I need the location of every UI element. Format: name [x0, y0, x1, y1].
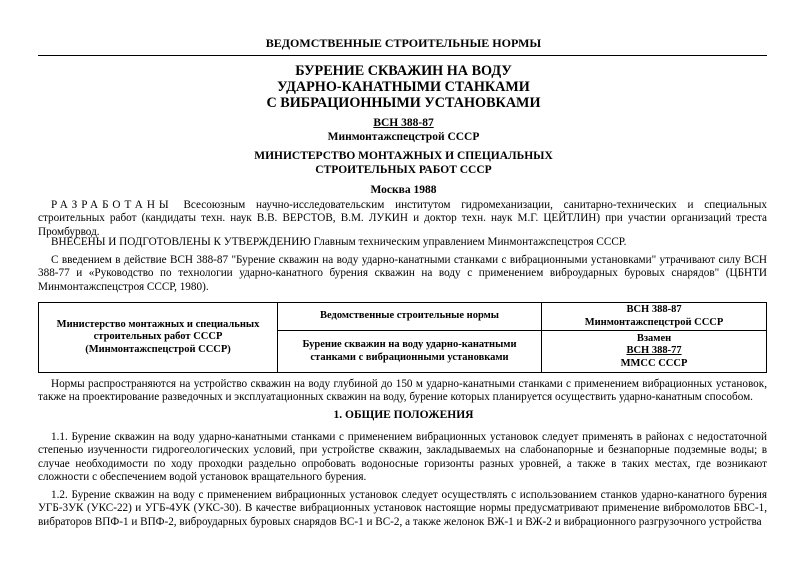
info-replaces-issuer: ММСС СССР	[620, 357, 688, 369]
scope-paragraph: Нормы распространяются на устройство скважин на воду глубиной до 150 м ударно-канатными станками с применением вибрационных установок, также на проектирование разведочных и эксплуатационных скважин на воду, бурение которых планируется осуществить ударно-канатным способом.	[38, 378, 767, 404]
info-code-cell	[542, 303, 767, 331]
section-1-paragraph-2: 1.2. Бурение скважин на воду с применением вибрационных установок следует осуществлять с использованием станков ударно-канатного бурения УГБ-3УК (УКС-22) и УГБ-4УК (УКС-30). В качестве вибрационных установок настоящие нормы предусматривают применение вибромолотов БВС-1, вибраторов ВПФ-1 и ВПФ-2, виброударных буровых снарядов ВС-1 и ВС-2, а также желонок ВЖ-1 и ВЖ-2 и вибрационного разгрузочного устройства	[38, 489, 767, 528]
title-line-2: УДАРНО-КАНАТНЫМИ СТАНКАМИ	[277, 79, 530, 95]
developed-text: Всесоюзным научно-исследовательским институтом гидромеханизации, санитарно-технических и специальных строительных работ (кандидаты техн. наук В.В. ВЕРСТОВ, В.М. ЛУКИН и доктор техн. наук М.Г. ЦЕЙТЛИН) при участии организаций треста Промбурвод.	[38, 199, 767, 238]
section-1-title: 1. ОБЩИЕ ПОЛОЖЕНИЯ	[333, 409, 474, 421]
info-replaces-cell	[542, 331, 767, 373]
header-rule	[38, 55, 767, 56]
title-block	[0, 63, 807, 111]
introduced-paragraph: ВНЕСЕНЫ И ПОДГОТОВЛЕНЫ К УТВЕРЖДЕНИЮ Главным техническим управлением Минмонтажспецстроя СССР.	[51, 236, 627, 248]
title-line-3: С ВИБРАЦИОННЫМИ УСТАНОВКАМИ	[266, 95, 541, 111]
ministry-block	[0, 149, 807, 177]
supersedes-paragraph: С введением в действие ВСН 388-87 "Бурение скважин на воду ударно-канатными станками с вибрационными установками" утрачивают силу ВСН 388-77 и «Руководство по технологии ударно-канатного бурения скважин на воду с применением виброударных буровых снарядов" (ЦБНТИ Минмонтажспецстроя СССР, 1980).	[38, 254, 767, 293]
series-header: ВЕДОМСТВЕННЫЕ СТРОИТЕЛЬНЫЕ НОРМЫ	[265, 36, 542, 50]
ministry-line-1: МИНИСТЕРСТВО МОНТАЖНЫХ И СПЕЦИАЛЬНЫХ	[254, 150, 553, 162]
info-ministry-cell: Министерство монтажных и специальных строительных работ СССР (Минмонтажспецстрой СССР)	[39, 303, 278, 373]
info-category-cell: Ведомственные строительные нормы	[278, 303, 542, 331]
info-replaces-code: ВСН 388-77	[626, 345, 682, 357]
developed-paragraph	[38, 199, 767, 239]
title-line-1: БУРЕНИЕ СКВАЖИН НА ВОДУ	[295, 63, 512, 79]
ministry-line-2: СТРОИТЕЛЬНЫХ РАБОТ СССР	[315, 164, 492, 176]
city-year: Москва 1988	[370, 184, 437, 196]
doc-code: ВСН 388-87	[373, 117, 434, 129]
info-replaces-label: Взамен	[636, 332, 672, 344]
info-doc-issuer: Минмонтажспецстрой СССР	[584, 316, 724, 328]
developed-label: РАЗРАБОТАНЫ	[51, 199, 173, 211]
section-1-paragraph-1: 1.1. Бурение скважин на воду ударно-канатными станками с применением вибрационных установок следует применять в районах с недостаточной степенью изученности гидрогеологических условий, при устройстве скважин, закладываемых на слабонапорные и безнапорные подземные воды; в случае необходимости по ходу проходки раздельно опробовать водоносные горизонты разных уровней, а также в таких местах, где возникают сложности с обеспечением водой установок вращательного бурения.	[38, 431, 767, 483]
info-table	[38, 302, 767, 373]
issuer-short: Минмонтажспецстрой СССР	[327, 131, 480, 143]
info-doc-code: ВСН 388-87	[626, 304, 682, 315]
info-title-cell: Бурение скважин на воду ударно-канатными станками с вибрационными установками	[278, 331, 542, 373]
